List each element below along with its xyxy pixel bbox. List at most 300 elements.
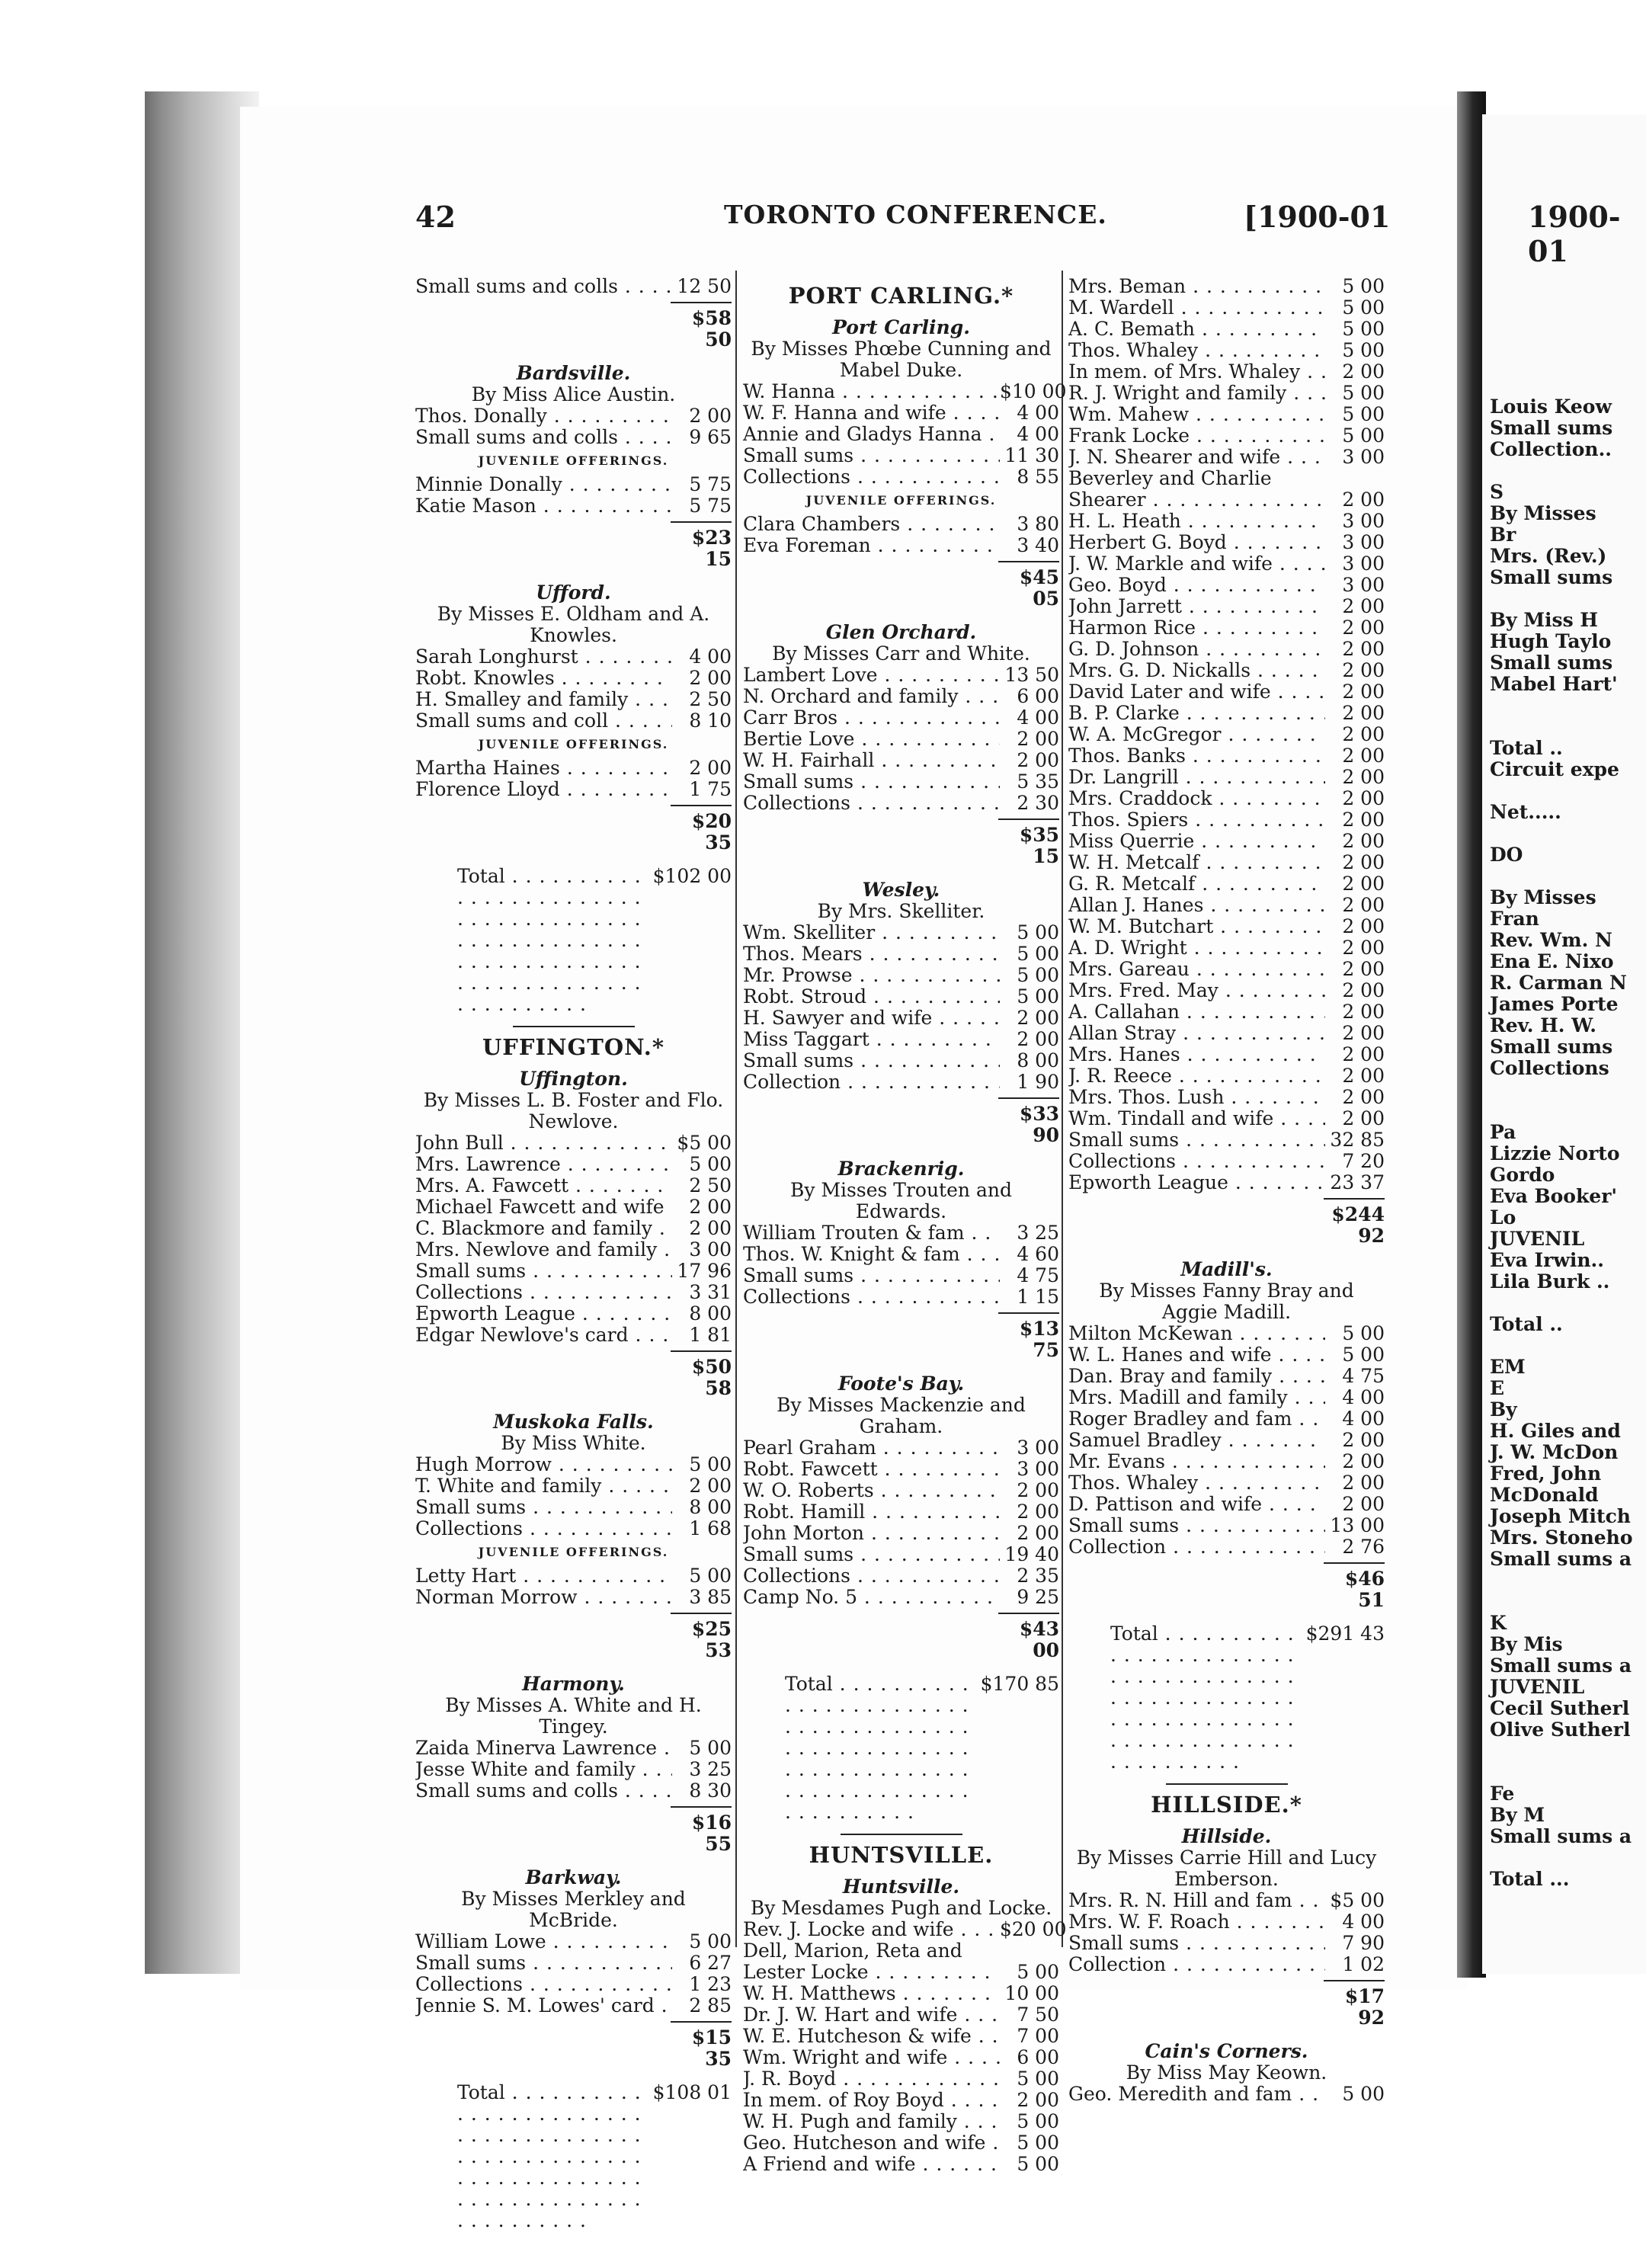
facing-page-line: JUVENIL: [1490, 1228, 1585, 1250]
entry-amount: 8 00: [1017, 1049, 1059, 1072]
entry-row: [415, 427, 732, 448]
entry-row: [415, 474, 732, 495]
entry-row: [415, 1196, 732, 1218]
place-name: Glen Orchard.: [825, 621, 977, 643]
collectors-line: By Misses Phœbe Cunning and Mabel Duke.: [751, 338, 1052, 381]
entry-label: Bertie Love . . .: [743, 729, 1000, 750]
entry-row: [1068, 553, 1385, 575]
entry-label: Katie Mason . . .: [415, 495, 672, 517]
facing-page-text: [1490, 396, 1646, 1890]
entry-label: Miss Querrie . . .: [1068, 831, 1325, 852]
facing-page-line: Fran: [1490, 908, 1539, 930]
place-name: Huntsville.: [842, 1876, 960, 1898]
entry-label: Milton McKewan . . .: [1068, 1323, 1325, 1344]
entry-amount: $10 00: [1000, 380, 1067, 402]
entry-amount: 3 31: [689, 1281, 732, 1303]
entry-label: John Bull . . .: [415, 1132, 672, 1154]
entry-amount: 5 00: [1017, 2153, 1059, 2175]
entry-row: [1068, 681, 1385, 703]
facing-page-line: R. Carman N: [1490, 972, 1627, 994]
entry-label: Wm. Skelliter . . .: [743, 922, 1000, 943]
entry-row: [1068, 916, 1385, 937]
entry-amount: 7 90: [1342, 1932, 1385, 1954]
facing-page-line: Small sums a: [1490, 1825, 1632, 1847]
subtotal: $15 35: [671, 2021, 732, 2070]
facing-page-line: By Misses: [1490, 502, 1596, 524]
facing-page-line: H. Giles and: [1490, 1420, 1621, 1442]
place-name: Muskoka Falls.: [493, 1411, 654, 1433]
entry-amount: 4 00: [1017, 402, 1059, 424]
entry-amount: 2 00: [1342, 1107, 1385, 1129]
entry-amount: 19 40: [1004, 1543, 1059, 1565]
facing-page-line: Net.....: [1490, 801, 1561, 823]
place-name: Wesley.: [862, 879, 940, 901]
entry-label: Robt. Hamill . . .: [743, 1501, 1000, 1523]
entry-amount: 8 10: [689, 710, 732, 732]
entry-row: [743, 729, 1059, 750]
entry-label: G. D. Johnson . . .: [1068, 639, 1325, 660]
entry-amount: 6 00: [1017, 685, 1059, 707]
facing-page-line: By Mis: [1490, 1633, 1563, 1655]
entry-amount: 2 00: [1342, 681, 1385, 703]
column-1: [415, 276, 732, 2236]
entry-amount: 2 00: [689, 1217, 732, 1239]
entry-label: Wm. Mahew . . .: [1068, 404, 1325, 425]
entry-label: Thos. Banks . . .: [1068, 745, 1325, 767]
entry-amount: 10 00: [1004, 1982, 1059, 2004]
entry-label: Zaida Minerva Lawrence . . .: [415, 1738, 672, 1759]
entry-amount: 2 00: [1342, 915, 1385, 937]
facing-page-line: Olive Sutherl: [1490, 1719, 1631, 1741]
total-label: Total . . .: [1068, 1623, 1301, 1773]
entry-row: [743, 1459, 1059, 1480]
entry-row: [415, 1175, 732, 1196]
entry-label: Thos. Spiers . . .: [1068, 809, 1325, 831]
entry-amount: 2 00: [1017, 749, 1059, 771]
entry-label: Collection . . .: [1068, 1954, 1325, 1975]
entry-row: [743, 1523, 1059, 1544]
facing-page-line: Total ..: [1490, 737, 1563, 759]
entry-row: [415, 1565, 732, 1587]
facing-page-line: Collections: [1490, 1057, 1609, 1079]
entry-label: J. N. Shearer and wife . . .: [1068, 447, 1325, 468]
facing-page-line: [1490, 1847, 1646, 1869]
column-divider: [735, 271, 737, 1947]
entry-label: Frank Locke . . .: [1068, 425, 1325, 447]
entry-label: A. Callahan . . .: [1068, 1001, 1325, 1023]
entry-row: [1068, 959, 1385, 980]
entry-label: Small sums and colls . . .: [415, 427, 672, 448]
entry-row: [1068, 937, 1385, 959]
entry-row: [415, 1952, 732, 1974]
entry-row: [743, 1565, 1059, 1587]
entry-label: W. H. Matthews . . .: [743, 1983, 1000, 2004]
entry-amount: 1 90: [1017, 1071, 1059, 1093]
entry-row: [1068, 511, 1385, 532]
entry-row: [1068, 1366, 1385, 1387]
entry-amount: 3 40: [1017, 534, 1059, 556]
collectors-line: By Mesdames Pugh and Locke.: [750, 1897, 1052, 1919]
facing-page-line: [1490, 1741, 1646, 1762]
entry-amount: 2 00: [1342, 489, 1385, 511]
juvenile-heading: JUVENILE OFFERINGS.: [478, 453, 669, 468]
entry-label: Small sums . . .: [415, 1261, 672, 1282]
entry-amount: 2 00: [1342, 595, 1385, 617]
year-range: [1900-01: [1244, 200, 1391, 234]
place-name: Hillside.: [1181, 1825, 1272, 1847]
entry-label: Geo. Boyd . . .: [1068, 575, 1325, 596]
facing-page-line: [1490, 588, 1646, 610]
entry-amount: 3 00: [1342, 531, 1385, 553]
entry-amount: 4 60: [1017, 1243, 1059, 1265]
entry-amount: 2 00: [689, 757, 732, 779]
entry-label: Letty Hart . . .: [415, 1565, 672, 1587]
entry-row: [415, 1454, 732, 1475]
entry-row: [1068, 617, 1385, 639]
facing-page-line: [1490, 1570, 1646, 1591]
entry-label: Epworth League . . .: [415, 1303, 672, 1325]
entry-amount: 4 00: [1017, 706, 1059, 729]
collectors-line: By Misses Mackenzie and Graham.: [777, 1394, 1026, 1437]
entry-label: W. E. Hutcheson & wife . . .: [743, 2026, 1000, 2047]
entry-amount: 2 00: [1342, 1022, 1385, 1044]
entry-row: [743, 965, 1059, 986]
entry-label: H. Sawyer and wife . . .: [743, 1007, 1000, 1029]
entry-label: Jesse White and family . . .: [415, 1759, 672, 1780]
entry-label: W. L. Hanes and wife . . .: [1068, 1344, 1325, 1366]
entry-amount: 9 65: [689, 426, 732, 448]
entry-label: Mrs. W. F. Roach . . .: [1068, 1911, 1325, 1933]
entry-label: Collections . . .: [743, 1565, 1000, 1587]
entry-row: [415, 689, 732, 710]
entry-row: [743, 424, 1059, 445]
subtotal: $46 51: [1324, 1562, 1385, 1611]
entry-row: [743, 2154, 1059, 2175]
facing-page-line: Small sums a: [1490, 1548, 1632, 1570]
entry-row: [415, 1518, 732, 1539]
entry-row: [743, 1962, 1059, 1983]
entry-row: [1068, 767, 1385, 788]
entry-row: [743, 943, 1059, 965]
entry-label: Mrs. Fred. May . . .: [1068, 980, 1325, 1001]
collectors-line: By Miss Alice Austin.: [471, 383, 676, 405]
entry-row: [1068, 361, 1385, 383]
entry-row: [1068, 1172, 1385, 1193]
entry-amount: 3 80: [1017, 513, 1059, 535]
total-row: [415, 2082, 732, 2231]
entry-row: [415, 1282, 732, 1303]
entry-row: [1068, 1344, 1385, 1366]
entry-row: [1068, 831, 1385, 852]
entry-amount: 2 00: [1342, 723, 1385, 745]
entry-amount: 2 35: [1017, 1565, 1059, 1587]
entry-label: Small sums and coll . . .: [415, 710, 672, 732]
entry-row: [415, 1995, 732, 2017]
entry-label: J. R. Reece . . .: [1068, 1065, 1325, 1087]
entry-amount: 2 00: [1017, 728, 1059, 750]
entry-amount: 2 00: [1342, 851, 1385, 873]
subtotal: $13 75: [998, 1312, 1059, 1361]
entry-row: [1068, 1151, 1385, 1172]
entry-row: [743, 445, 1059, 466]
facing-page-line: DO: [1490, 844, 1523, 866]
entry-amount: 2 00: [1342, 958, 1385, 980]
entry-label: Dr. J. W. Hart and wife . . .: [743, 2004, 1000, 2026]
entry-amount: 1 23: [689, 1973, 732, 1995]
entry-amount: 8 30: [689, 1779, 732, 1802]
total-label: Total . . .: [415, 866, 648, 1015]
entry-label: Robt. Stroud . . .: [743, 986, 1000, 1007]
entry-amount: 5 00: [1342, 403, 1385, 425]
entry-amount: 4 00: [1017, 423, 1059, 445]
facing-page-line: [1490, 1762, 1646, 1783]
entry-amount: 11 30: [1004, 444, 1059, 466]
entry-row: [415, 668, 732, 689]
entry-row: [743, 665, 1059, 686]
subtotal: $20 35: [671, 805, 732, 854]
entry-amount: 4 00: [689, 645, 732, 668]
entry-label: Collection . . .: [1068, 1536, 1325, 1558]
entry-label: Eva Foreman . . .: [743, 535, 1000, 556]
entry-amount: 2 00: [1342, 809, 1385, 831]
entry-amount: 2 00: [1342, 873, 1385, 895]
entry-label: Small sums . . .: [743, 1544, 1000, 1565]
entry-row: [1068, 1108, 1385, 1129]
entry-label: In mem. of Mrs. Whaley . . .: [1068, 361, 1325, 383]
facing-page-line: Rev. H. W.: [1490, 1014, 1597, 1036]
entry-row: [415, 1325, 732, 1346]
entry-amount: 2 00: [1342, 1001, 1385, 1023]
entry-row: [1068, 660, 1385, 681]
entry-row: [1068, 1430, 1385, 1451]
collectors-line: By Misses L. B. Foster and Flo. Newlove.: [423, 1089, 724, 1132]
entry-label: A. C. Bemath . . .: [1068, 319, 1325, 340]
subtotal: $43 00: [998, 1613, 1059, 1661]
entry-label: Mr. Evans . . .: [1068, 1451, 1325, 1472]
facing-page: [1482, 114, 1646, 1974]
subtotal: $244 92: [1324, 1198, 1385, 1247]
entry-row: [743, 986, 1059, 1007]
facing-page-line: Br: [1490, 524, 1516, 546]
facing-page-line: Joseph Mitch: [1490, 1505, 1631, 1527]
entry-label: N. Orchard and family . . .: [743, 686, 1000, 707]
entry-row: [1068, 532, 1385, 553]
entry-row: [743, 1983, 1059, 2004]
entry-label: Michael Fawcett and wife . . .: [415, 1196, 672, 1218]
entry-label: H. L. Heath . . .: [1068, 511, 1325, 532]
entry-label: W. Hanna . . .: [743, 381, 1000, 402]
entry-amount: 32 85: [1330, 1129, 1385, 1151]
entry-row: [1068, 319, 1385, 340]
facing-page-line: James Porte: [1490, 993, 1619, 1015]
entry-amount: 5 00: [689, 1930, 732, 1952]
entry-label: Pearl Graham . . .: [743, 1437, 1000, 1459]
entry-label: W. H. Fairhall . . .: [743, 750, 1000, 771]
facing-page-line: Collection..: [1490, 438, 1612, 460]
entry-label: W. F. Hanna and wife . . .: [743, 402, 1000, 424]
entry-label: Collection . . .: [743, 1072, 1000, 1093]
entry-amount: 2 00: [1017, 1028, 1059, 1050]
running-title: TORONTO CONFERENCE.: [724, 200, 1107, 229]
juvenile-heading: JUVENILE OFFERINGS.: [478, 1545, 669, 1559]
entry-amount: 2 00: [1342, 787, 1385, 809]
entry-row: [415, 276, 732, 297]
collectors-line: By Misses Trouten and Edwards.: [790, 1179, 1012, 1222]
facing-page-line: K: [1490, 1612, 1507, 1634]
entry-row: [1068, 596, 1385, 617]
entry-amount: 5 00: [689, 1737, 732, 1759]
total-row: [415, 866, 732, 1015]
entry-amount: 2 00: [1017, 2089, 1059, 2111]
entry-row: [415, 1974, 732, 1995]
place-name: Foote's Bay.: [837, 1373, 965, 1395]
entry-label: Small sums and colls . . .: [415, 276, 672, 297]
entry-row: [415, 1303, 732, 1325]
place-name: Cain's Corners.: [1145, 2040, 1308, 2062]
entry-row: [743, 922, 1059, 943]
entry-row: [743, 1244, 1059, 1265]
entry-amount: 5 00: [1342, 1344, 1385, 1366]
entry-label: W. M. Butchart . . .: [1068, 916, 1325, 937]
facing-page-line: Pa: [1490, 1121, 1516, 1143]
entry-label: In mem. of Roy Boyd . . .: [743, 2090, 1000, 2111]
entry-label: Camp No. 5 . . .: [743, 1587, 1000, 1608]
entry-label: Collections . . .: [743, 466, 1000, 488]
entry-label: William Trouten & fam . . .: [743, 1222, 1000, 1244]
entry-label: Thos. Donally . . .: [415, 405, 672, 427]
entry-row: [1068, 1515, 1385, 1536]
collectors-line: By Miss May Keown.: [1126, 2061, 1327, 2084]
facing-page-line: Fred, John: [1490, 1462, 1602, 1485]
entry-row: [415, 779, 732, 800]
entry-amount: 3 00: [1342, 446, 1385, 468]
facing-page-line: Lo: [1490, 1206, 1516, 1228]
entry-row: [1068, 724, 1385, 745]
entry-label: Mrs. Madill and family . . .: [1068, 1387, 1325, 1408]
facing-page-line: Lizzie Norto: [1490, 1142, 1620, 1164]
facing-page-line: [1490, 716, 1646, 738]
entry-label: Norman Morrow . . .: [415, 1587, 672, 1608]
entry-amount: 5 00: [1017, 964, 1059, 986]
entry-row: [415, 1475, 732, 1497]
entry-label: Small sums and colls . . .: [415, 1780, 672, 1802]
entry-label: Roger Bradley and fam . . .: [1068, 1408, 1325, 1430]
entry-label: Mrs. Beman . . .: [1068, 276, 1325, 297]
entry-amount: 4 00: [1342, 1408, 1385, 1430]
entry-amount: 5 00: [1342, 1322, 1385, 1344]
entry-row: [743, 1480, 1059, 1501]
entry-amount: 8 55: [1017, 466, 1059, 488]
entry-row: [743, 1222, 1059, 1244]
subtotal: $17 92: [1324, 1980, 1385, 2029]
entry-amount: 23 37: [1330, 1171, 1385, 1193]
entry-label: D. Pattison and wife . . .: [1068, 1494, 1325, 1515]
entry-row: [1068, 383, 1385, 404]
facing-page-line: Small sums: [1490, 1036, 1613, 1058]
entry-label: T. White and family . . .: [415, 1475, 672, 1497]
entry-label: Small sums . . .: [743, 1265, 1000, 1286]
entry-row: [743, 2132, 1059, 2154]
entry-label: R. J. Wright and family . . .: [1068, 383, 1325, 404]
place-name: Brackenrig.: [837, 1158, 965, 1180]
entry-row: [743, 2004, 1059, 2026]
entry-row: [415, 710, 732, 732]
entry-row: [1068, 447, 1385, 468]
entry-row: [743, 380, 1067, 402]
entry-row: [743, 535, 1059, 556]
entry-row: [743, 1437, 1059, 1459]
entry-amount: 2 50: [689, 1174, 732, 1196]
entry-amount: 2 00: [1342, 830, 1385, 852]
entry-amount: $20 00: [1000, 1918, 1067, 1940]
entry-row: [743, 1544, 1059, 1565]
entry-label: Thos. Mears . . .: [743, 943, 1000, 965]
entry-row: [1068, 639, 1385, 660]
entry-amount: 5 00: [1342, 2083, 1385, 2105]
entry-row: [1068, 745, 1385, 767]
entry-amount: 2 00: [1342, 937, 1385, 959]
entry-row: [743, 1501, 1059, 1523]
entry-amount: 5 00: [689, 1453, 732, 1475]
entry-label: Collections . . .: [743, 1286, 1000, 1308]
facing-page-line: Small sums a: [1490, 1655, 1632, 1677]
entry-label: G. R. Metcalf . . .: [1068, 873, 1325, 895]
entry-amount: 5 00: [1017, 943, 1059, 965]
entry-amount: 2 00: [1342, 638, 1385, 660]
entry-label: Collections . . .: [415, 1518, 672, 1539]
entry-label: Allan J. Hanes . . .: [1068, 895, 1325, 916]
entry-amount: 3 00: [1017, 1437, 1059, 1459]
entry-amount: 3 85: [689, 1586, 732, 1608]
entry-row: [743, 1050, 1059, 1072]
entry-row: [743, 466, 1059, 488]
entry-row: [415, 495, 732, 517]
entry-row: [1068, 1087, 1385, 1108]
entry-amount: 7 20: [1342, 1150, 1385, 1172]
facing-page-line: Eva Booker': [1490, 1185, 1618, 1207]
entry-label: Florence Lloyd . . .: [415, 779, 672, 800]
entry-amount: 2 00: [1342, 659, 1385, 681]
entry-label: Mrs. Craddock . . .: [1068, 788, 1325, 809]
juvenile-heading: JUVENILE OFFERINGS.: [478, 737, 669, 751]
facing-page-line: By Misses: [1490, 886, 1596, 908]
entry-label: Jennie S. M. Lowes' card . . .: [415, 1995, 672, 2017]
total-amount: $170 85: [980, 1673, 1059, 1695]
entry-amount: 2 76: [1342, 1536, 1385, 1558]
entry-label: Small sums . . .: [1068, 1933, 1325, 1954]
entry-amount: 5 00: [1342, 424, 1385, 447]
total-label: Total . . .: [415, 2082, 648, 2231]
collectors-line: By Misses E. Oldham and A. Knowles.: [437, 603, 710, 646]
facing-page-line: Rev. Wm. N: [1490, 929, 1612, 951]
entry-row: [1068, 895, 1385, 916]
entry-row: [1068, 1890, 1385, 1911]
entry-amount: 2 00: [1342, 979, 1385, 1001]
facing-page-line: Louis Keow: [1490, 396, 1612, 418]
facing-page-line: Lila Burk ..: [1490, 1270, 1610, 1293]
entry-row: [743, 1029, 1059, 1050]
entry-amount: 8 00: [689, 1302, 732, 1325]
entry-row: [1068, 276, 1385, 297]
entry-amount: 5 00: [1342, 339, 1385, 361]
entry-row: [1068, 1387, 1385, 1408]
entry-amount: 3 00: [1342, 510, 1385, 532]
entry-label: Thos. W. Knight & fam . . .: [743, 1244, 1000, 1265]
entry-amount: 2 00: [689, 405, 732, 427]
entry-label: Martha Haines . . .: [415, 758, 672, 779]
entry-label: W. H. Metcalf . . .: [1068, 852, 1325, 873]
entry-label: Dr. Langrill . . .: [1068, 767, 1325, 788]
